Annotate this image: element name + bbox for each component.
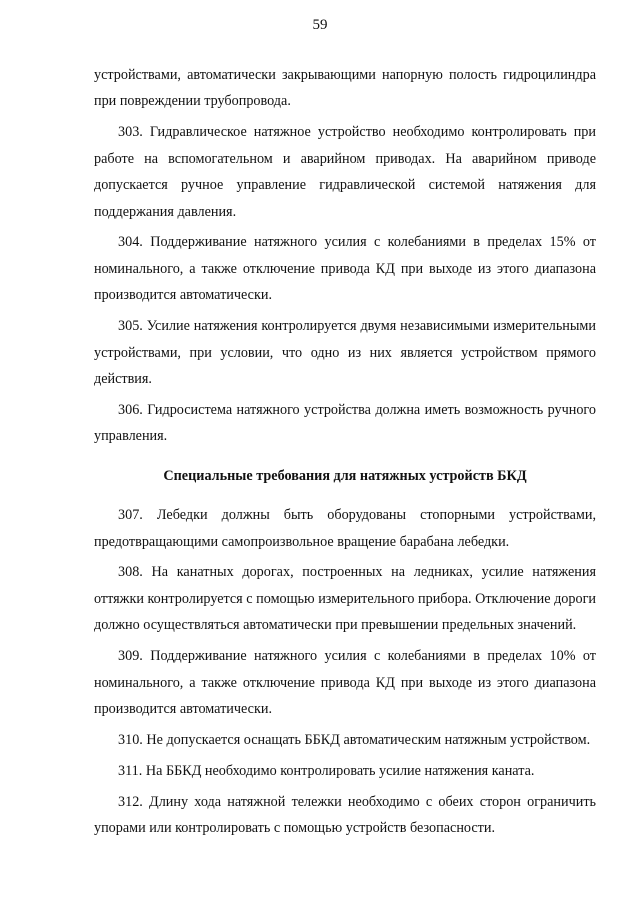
- document-body: [94, 62, 596, 846]
- paragraph-303: 303. Гидравлическое натяжное устройство необходимо контролировать при работе на вспомогательном и аварийном приводах. На аварийном приводе допускается ручное управление гидравлической системой натяжения для поддержания давления.: [94, 124, 596, 220]
- section-heading: Специальные требования для натяжных устройств БКД: [163, 467, 527, 484]
- paragraph-continuation: устройствами, автоматически закрывающими напорную полость гидроцилиндра при повреждении трубопровода.: [94, 67, 596, 110]
- paragraph-304: 304. Поддерживание натяжного усилия с колебаниями в пределах 15% от номинального, а также отключение привода КД при выходе из этого диапазона производится автоматически.: [94, 234, 596, 304]
- paragraph-311: 311. На ББКД необходимо контролировать усилие натяжения каната.: [118, 762, 535, 779]
- paragraph-308: 308. На канатных дорогах, построенных на ледниках, усилие натяжения оттяжки контролируется с помощью измерительного прибора. Отключение дороги должно осуществляться автоматически при превышении предельных значений.: [94, 564, 596, 634]
- paragraph-309: 309. Поддерживание натяжного усилия с колебаниями в пределах 10% от номинального, а также отключение привода КД при выходе из этого диапазона производится автоматически.: [94, 648, 596, 717]
- paragraph-307: 307. Лебедки должны быть оборудованы стопорными устройствами, предотвращающими самопроизвольное вращение барабана лебедки.: [94, 507, 596, 550]
- paragraph-305: 305. Усилие натяжения контролируется двумя независимыми измерительными устройствами, при условии, что одно из них является устройством прямого действия.: [94, 318, 596, 387]
- paragraph-306: 306. Гидросистема натяжного устройства должна иметь возможность ручного управления.: [94, 401, 596, 445]
- paragraph-312: 312. Длину хода натяжной тележки необходимо с обеих сторон ограничить упорами или контролировать с помощью устройств безопасности.: [94, 793, 596, 837]
- paragraph-310: 310. Не допускается оснащать ББКД автоматическим натяжным устройством.: [118, 731, 591, 748]
- page-number: 59: [312, 17, 328, 33]
